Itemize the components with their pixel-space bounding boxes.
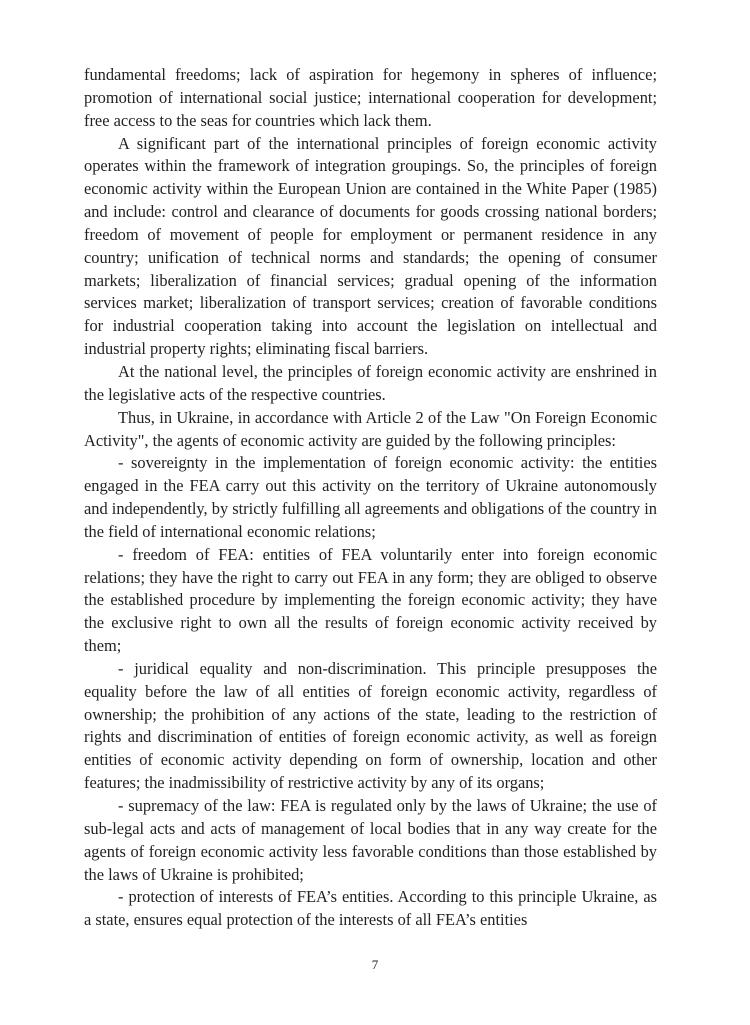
paragraph-3: At the national level, the principles of foreign economic activity are enshrined in the legislative acts of the respective countries.: [84, 361, 657, 404]
list-item-protection: - protection of interests of FEA’s entities. According to this principle Ukraine, as a state, ensures equal protection of the interests of all FEA’s entities: [84, 887, 657, 930]
page-number: 7: [371, 957, 379, 972]
body-text: [84, 64, 657, 932]
paragraph-4: Thus, in Ukraine, in accordance with Article 2 of the Law "On Foreign Economic Activity", the agents of economic activity are guided by the following principles:: [84, 407, 657, 450]
list-item-freedom: - freedom of FEA: entities of FEA voluntarily enter into foreign economic relations; they have the right to carry out FEA in any form; they are obliged to observe the established procedure by implementing the foreign economic activity; they have the exclusive right to own all the results of foreign economic activity received by them;: [84, 544, 657, 656]
list-item-supremacy: - supremacy of the law: FEA is regulated only by the laws of Ukraine; the use of sub-legal acts and acts of management of local bodies that in any way create for the agents of foreign economic activity less favorable conditions than those established by the laws of Ukraine is prohibited;: [84, 796, 657, 884]
paragraph-2: A significant part of the international principles of foreign economic activity operates within the framework of integration groupings. So, the principles of foreign economic activity within the European Union are contained in the White Paper (1985) and include: control and clearance of documents for goods crossing national borders; freedom of movement of people for employment or permanent residence in any country; unification of technical norms and standards; the opening of consumer markets; liberalization of financial services; gradual opening of the information services market; liberalization of transport services; creation of favorable conditions for industrial cooperation taking into account the legislation on intellectual and industrial property rights; eliminating fiscal barriers.: [84, 133, 657, 359]
paragraph-1: fundamental freedoms; lack of aspiration for hegemony in spheres of influence; promotion of international social justice; international cooperation for development; free access to the seas for countries which lack them.: [84, 65, 657, 130]
list-item-equality: - juridical equality and non-discrimination. This principle presupposes the equality before the law of all entities of foreign economic activity, regardless of ownership; the prohibition of any actions of the state, leading to the restriction of rights and discrimination of entities of foreign economic activity, as well as foreign entities of economic activity depending on form of ownership, location and other features; the inadmissibility of restrictive activity by any of its organs;: [84, 658, 657, 793]
list-item-sovereignty: - sovereignty in the implementation of foreign economic activity: the entities engaged in the FEA carry out this activity on the territory of Ukraine autonomously and independently, by strictly fulfilling all agreements and obligations of the country in the field of international economic relations;: [84, 453, 657, 541]
